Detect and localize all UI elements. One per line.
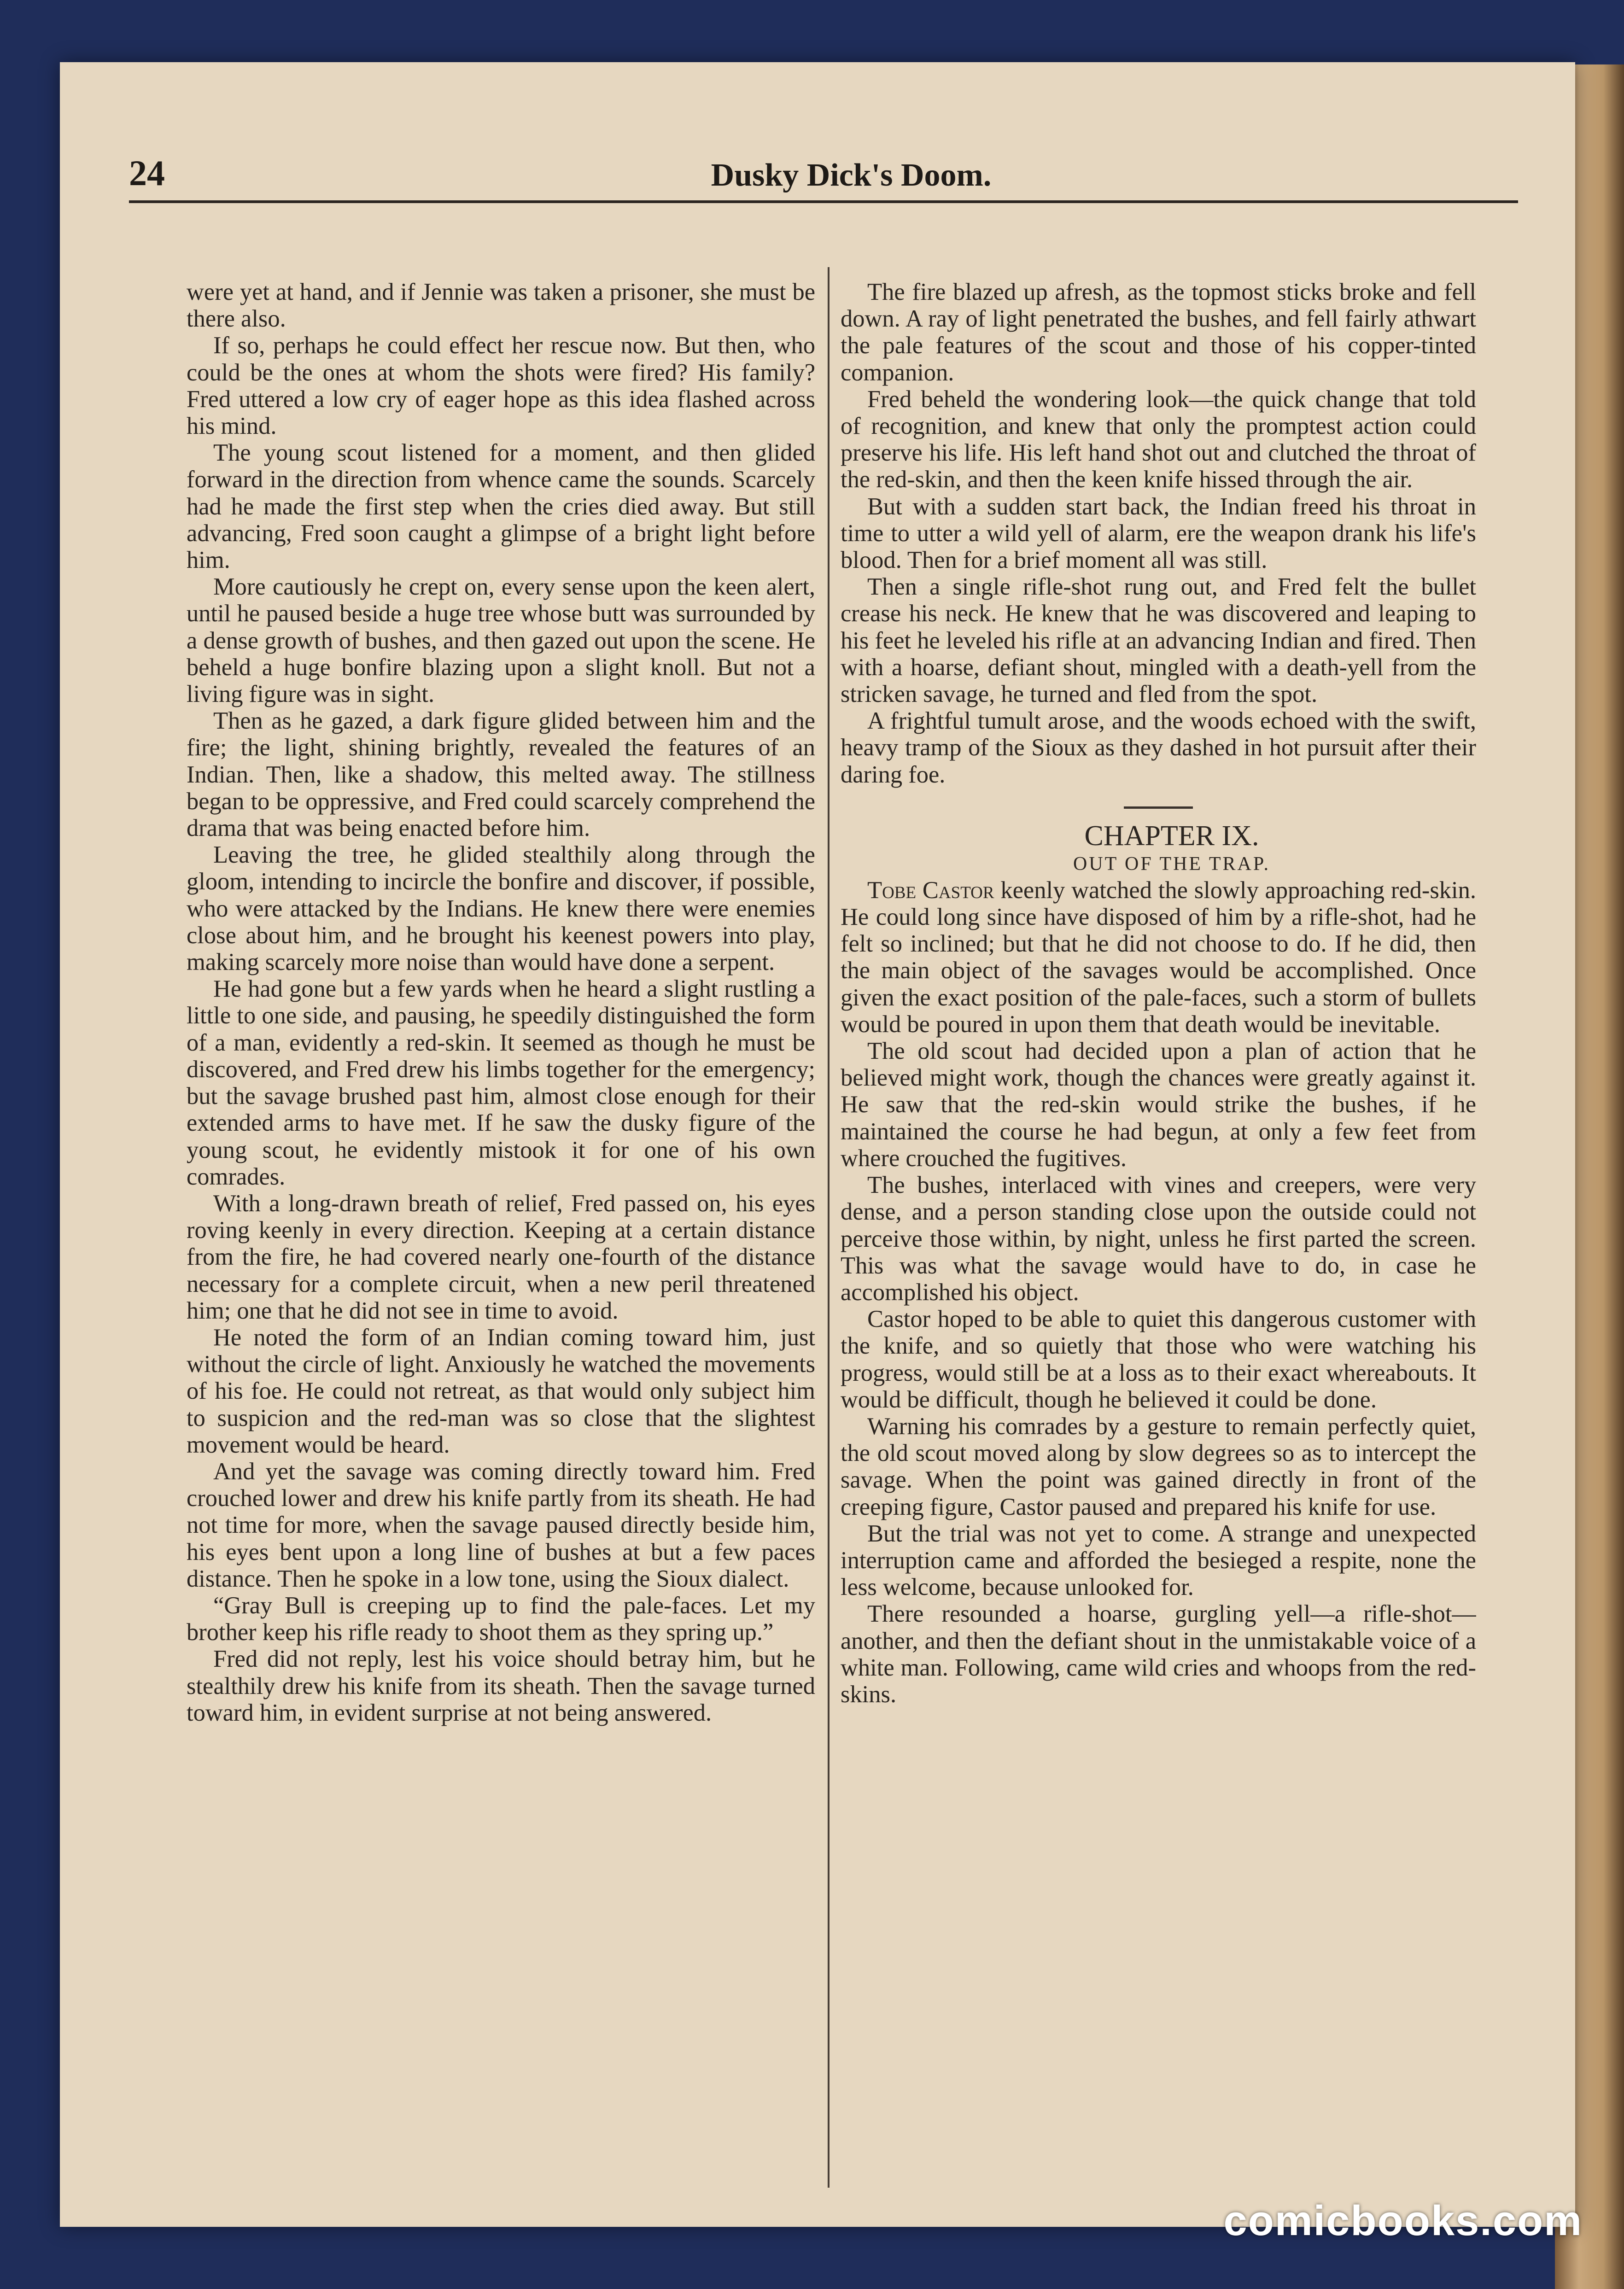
- paragraph: were yet at hand, and if Jennie was taken a prisoner, she must be there also.: [187, 279, 815, 333]
- paragraph: There resounded a hoarse, gurgling yell—a rifle-shot—another, and then the defiant shout in the unmistakable voice of a white man. Following, came wild cries and whoops from the red-skins.: [841, 1600, 1476, 1708]
- paragraph: Fred did not reply, lest his voice should betray him, but he stealthily drew his knife from its sheath. Then the savage turned toward him, in evident surprise at not being answered.: [187, 1646, 815, 1726]
- paragraph: A frightful tumult arose, and the woods echoed with the swift, heavy tramp of the Sioux as they dashed in hot pursuit after their daring foe.: [841, 707, 1476, 788]
- paragraph: The bushes, interlaced with vines and creepers, were very dense, and a person standing close upon the outside could not perceive those within, by night, unless he first parted the screen. This was what the savage would have to do, in case he accomplished his object.: [841, 1172, 1476, 1306]
- paragraph: Then a single rifle-shot rung out, and Fred felt the bullet crease his neck. He knew that he was discovered and leaping to his feet he leveled his rifle at an advancing Indian and fired. Then with a hoarse, defiant shout, mingled with a death-yell from the stricken savage, he turned and fled from the spot.: [841, 573, 1476, 708]
- paragraph: The young scout listened for a moment, and then glided forward in the direction from whence came the sounds. Scarcely had he made the first step when the cries died away. But still advancing, Fred soon caught a glimpse of a bright light before him.: [187, 439, 815, 574]
- paragraph: He had gone but a few yards when he heard a slight rustling a little to one side, and pausing, he speedily distinguished the form of a man, evidently a red-skin. It seemed as though he must be discovered, and Fred drew his limbs together for the emergency; but the savage brushed past him, almost close enough for their extended arms to have met. If he saw the dusky figure of the young scout, he evidently mistook it for one of his own comrades.: [187, 975, 815, 1190]
- running-title: Dusky Dick's Doom.: [711, 158, 992, 193]
- paragraph: With a long-drawn breath of relief, Fred passed on, his eyes roving keenly in every direction. Keeping at a certain distance from the fire, he had covered nearly one-fourth of the distance necessary for a complete circuit, when a new peril threatened him; one that he did not see in time to avoid.: [187, 1190, 815, 1324]
- paragraph: Fred beheld the wondering look—the quick change that told of recognition, and knew that only the promptest action could preserve his life. His left hand shot out and clutched the throat of the red-skin, and then the keen knife hissed through the air.: [841, 385, 1476, 493]
- chapter-subtitle: OUT OF THE TRAP.: [1073, 853, 1271, 875]
- paragraph: [841, 877, 1476, 1038]
- paragraph: But with a sudden start back, the Indian freed his throat in time to utter a wild yell of alarm, ere the weapon drank his life's blood. Then for a brief moment all was still.: [841, 493, 1476, 574]
- paragraph: Warning his comrades by a gesture to remain perfectly quiet, the old scout moved along by slow degrees so as to intercept the savage. When the point was gained directly in front of the creeping figure, Castor paused and prepared his knife for use.: [841, 1413, 1476, 1520]
- paragraph: The fire blazed up afresh, as the topmost sticks broke and fell down. A ray of light penetrated the bushes, and fell fairly athwart the pale features of the scout and those of his copper-tinted companion.: [841, 279, 1476, 386]
- column-divider: [828, 267, 830, 2188]
- paragraph: Leaving the tree, he glided stealthily along through the gloom, intending to incircle the bonfire and discover, if possible, who were attacked by the Indians. He knew there were enemies close about him, and he brought his keenest powers into play, making scarcely more noise than would have done a serpent.: [187, 841, 815, 976]
- paragraph: If so, perhaps he could effect her rescue now. But then, who could be the ones at whom the shots were fired? His family? Fred uttered a low cry of eager hope as this idea flashed across his mind.: [187, 332, 815, 440]
- paragraph: And yet the savage was coming directly toward him. Fred crouched lower and drew his knife partly from its sheath. He had not time for more, when the savage paused directly beside him, his eyes bent upon a long line of bushes at but a few paces distance. Then he spoke in a low tone, using the Sioux dialect.: [187, 1458, 815, 1592]
- paragraph: “Gray Bull is creeping up to find the pale-faces. Let my brother keep his rifle ready to shoot them as they spring up.”: [187, 1592, 815, 1646]
- paragraph: More cautiously he crept on, every sense upon the keen alert, until he paused beside a huge tree whose butt was surrounded by a dense growth of bushes, and then gazed out upon the scene. He beheld a huge bonfire blazing upon a slight knoll. But not a living figure was in sight.: [187, 573, 815, 708]
- section-rule: [1124, 806, 1193, 809]
- paragraph: Then as he gazed, a dark figure glided between him and the fire; the light, shining brightly, revealed the features of an Indian. Then, like a shadow, this melted away. The stillness began to be oppressive, and Fred could scarcely comprehend the drama that was being enacted before him.: [187, 707, 815, 842]
- page-header: [129, 145, 1518, 203]
- chapter-title: CHAPTER IX.: [1084, 820, 1259, 852]
- paragraph-text: keenly watched the slowly approaching red-skin. He could long since have disposed of him by a rifle-shot, had he felt so inclined; but that he did not choose to do. If he did, then the main object of the savages would be accomplished. Once given the exact position of the pale-faces, such a storm of bullets would be poured in upon them that death would be inevitable.: [841, 876, 1476, 1038]
- right-column: [841, 279, 1476, 2195]
- paragraph: He noted the form of an Indian coming toward him, just without the circle of light. Anxiously he watched the movements of his foe. He could not retreat, as that would only subject him to suspicion and the red-man was so close that the slightest movement would be heard.: [187, 1324, 815, 1458]
- left-column: [187, 279, 815, 2195]
- paragraph: But the trial was not yet to come. A strange and unexpected interruption came and afforded the besieged a respite, none the less welcome, because unlooked for.: [841, 1520, 1476, 1601]
- page-number: 24: [129, 153, 165, 193]
- watermark: comicbooks.com: [1223, 2197, 1583, 2244]
- paragraph: Castor hoped to be able to quiet this dangerous customer with the knife, and so quietly that those who were watching his progress, would still be at a loss as to their exact whereabouts. It would be difficult, though he believed it could be done.: [841, 1306, 1476, 1413]
- paragraph: The old scout had decided upon a plan of action that he believed might work, though the chances were greatly against it. He saw that the red-skin would strike the bushes, if he maintained the course he had begun, at only a few feet from where crouched the fugitives.: [841, 1038, 1476, 1172]
- chapter-lead-name: Tobe Castor: [867, 876, 994, 904]
